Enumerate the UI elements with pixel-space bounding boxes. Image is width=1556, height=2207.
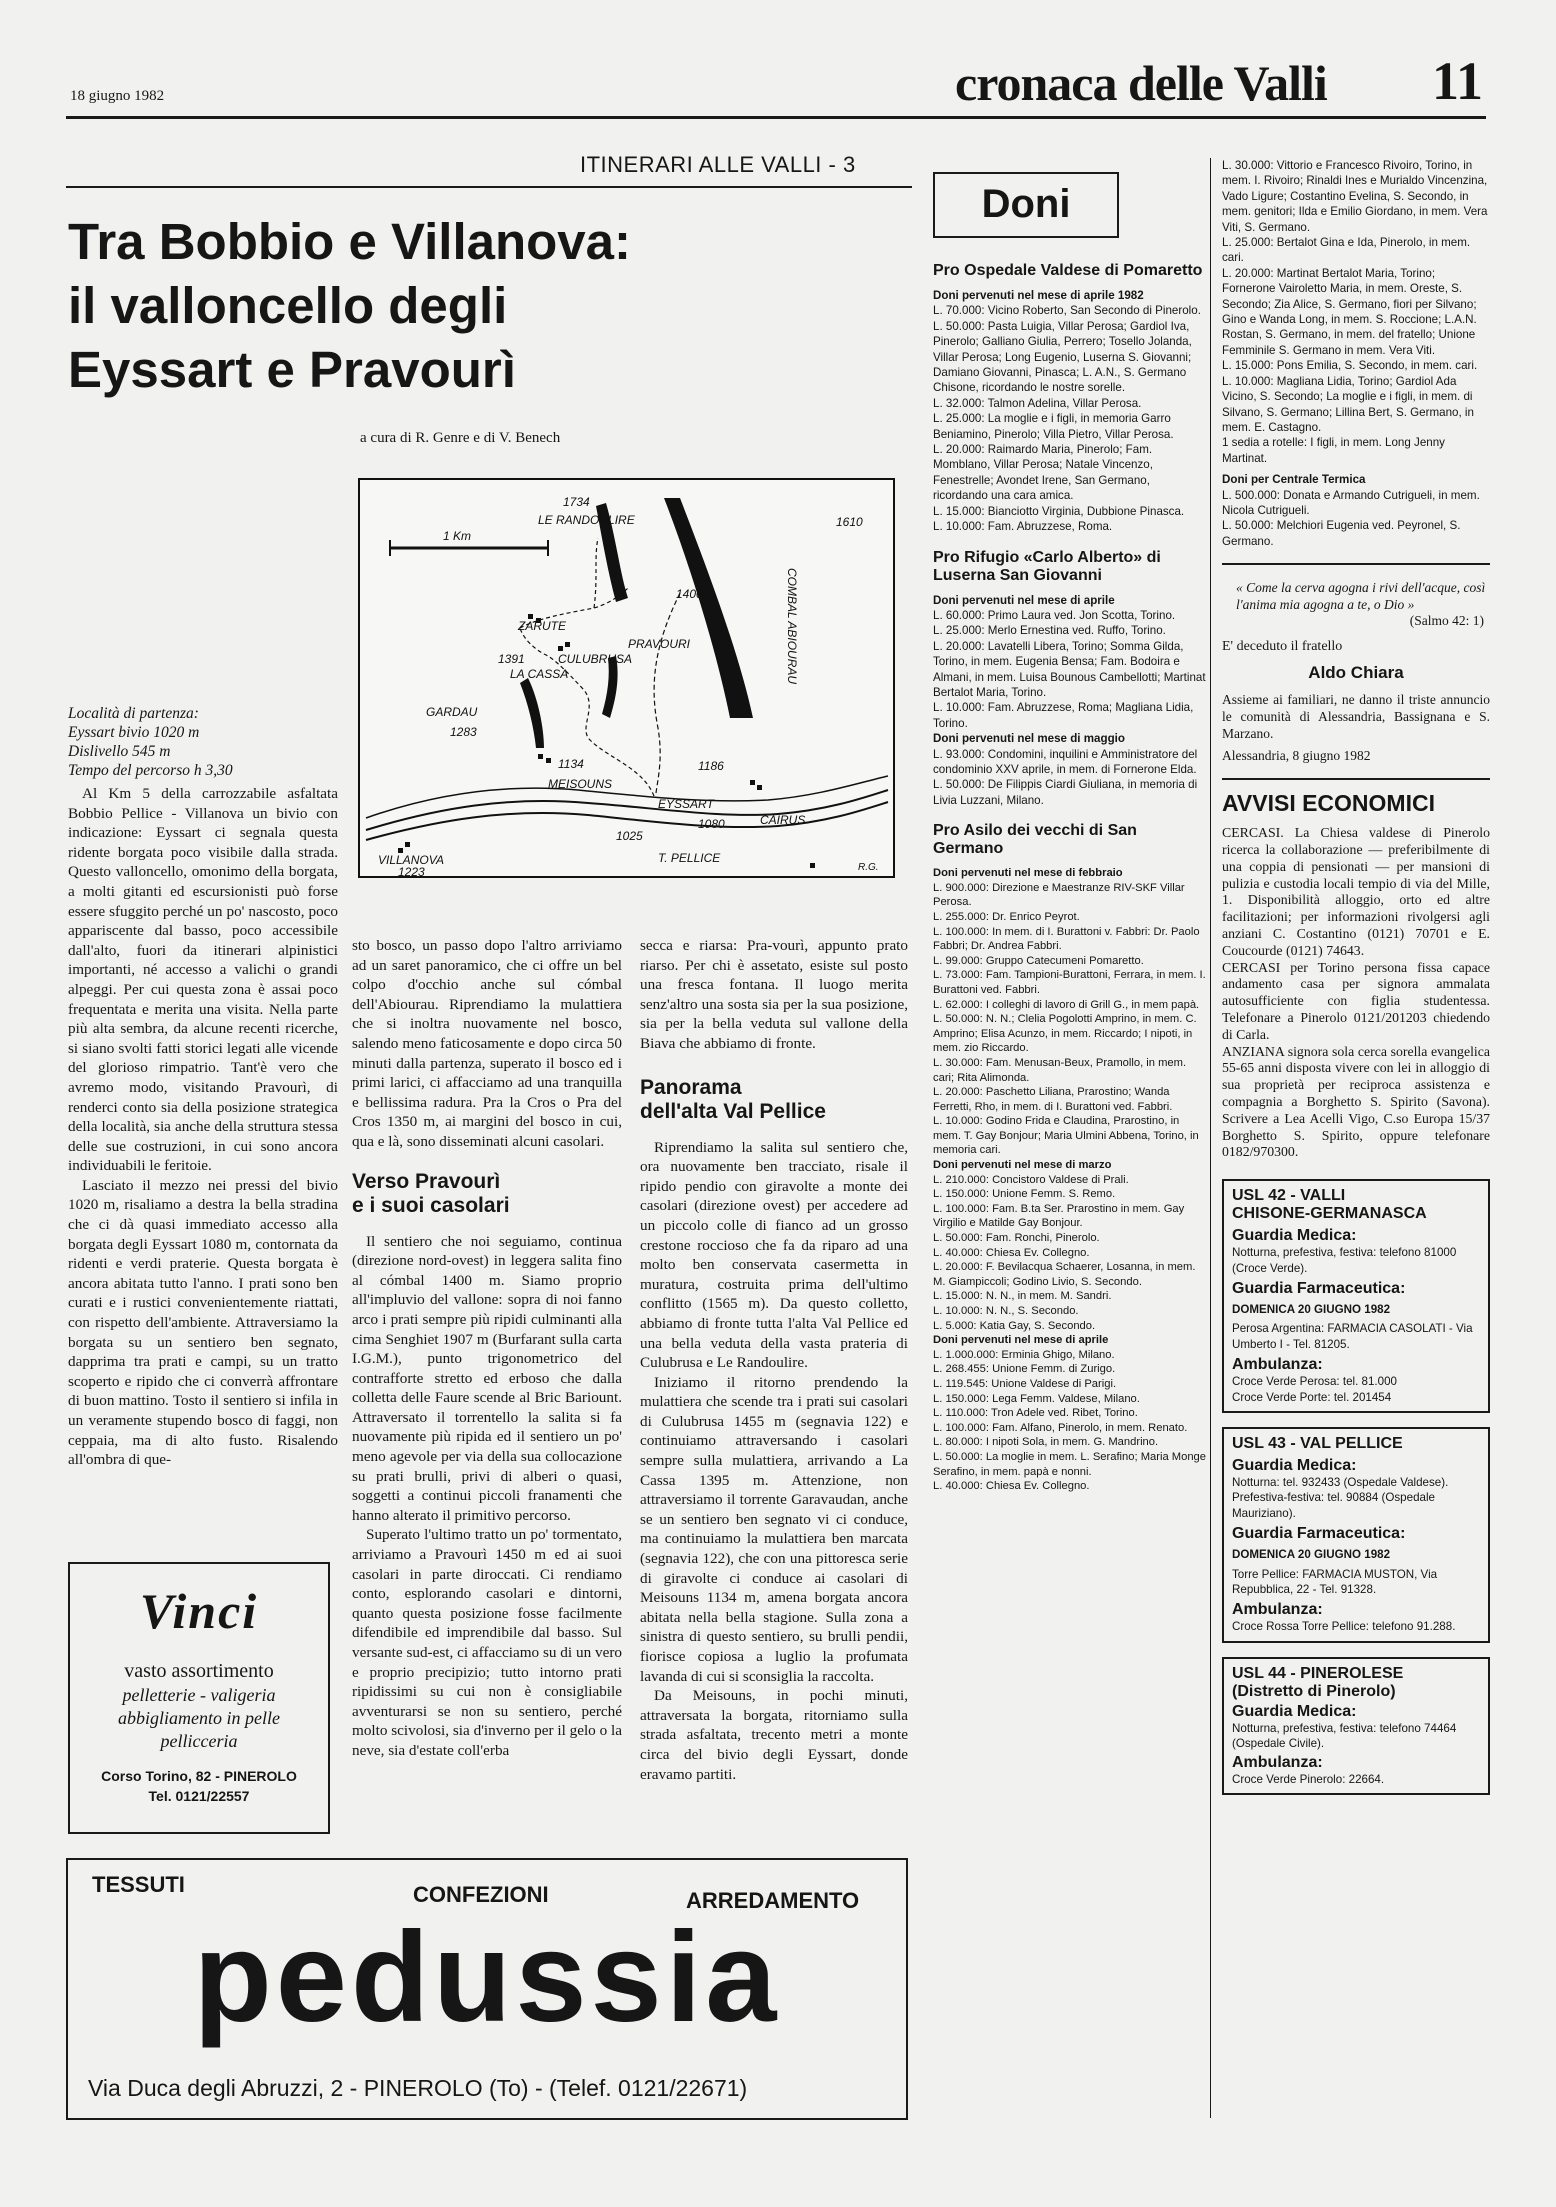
usl-title: (Distretto di Pinerolo): [1232, 1682, 1396, 1700]
doni-line: L. 25.000: La moglie e i figli, in memoria Garro Beniamino, Pinerolo; Villa Pietro, Villar Perosa.: [933, 412, 1174, 441]
map-label: PRAVOURI: [628, 637, 691, 651]
ad-vinci-line: pellicceria: [160, 1731, 238, 1751]
ad-vinci-line: abbigliamento in pelle: [118, 1708, 280, 1728]
doni-line: Doni pervenuti nel mese di maggio: [933, 732, 1125, 746]
usl-service: Guardia Farmaceutica:: [1232, 1279, 1406, 1297]
doni-line: L. 50.000: Pasta Luigia, Villar Perosa; Gardiol Iva, Pinerolo; Galliano Giulia, Perrero; Tosello Jolanda, Villar Perosa; Long Eugenio, Luserna S. Giovanni; Damiano Giovanni, Pinasca; L. A.N., S. Germano Chisone, ricordando le nostre sorelle.: [933, 319, 1192, 395]
doni-line: L. 50.000: De Filippis Ciardi Giuliana, in memoria di Livia Luzzani, Milano.: [933, 778, 1198, 807]
map-scale-label: 1 Km: [443, 529, 472, 543]
map-label: 1391: [498, 652, 525, 666]
map-label: GARDAU: [426, 705, 478, 719]
paragraph: Superato l'ultimo tratto un po' tormentato, arriviamo a Pravourì 1450 m ed ai suoi casolari in parte diroccati. Ci rendiamo conto, esplorando casolari e dintorni, quanto questa posizione fosse facilmente difendibile ed imprendibile dal basso. Sul versante sud-est, ci affacciamo su di un vero e proprio precipizio; tutto intorno prati ripidissimi su cui non è consigliabile avventurarsi se non su sentiero, perché molto scivolosi, sia d'inverno per il gelo o la neve, sia d'estate coll'erba: [352, 1526, 622, 1759]
doni-line: L. 30.000: Vittorio e Francesco Rivoiro, Torino, in mem. I. Rivoiro; Rinaldi Ines e Murialdo Vincenzina, Vado Ligure; Costantino Evelina, S. Secondo, in mem. genitori; Ilda e Emilio Giordano, in mem. Vera Viti, S. Germano.: [1222, 159, 1488, 234]
classified-ad: CERCASI per Torino persona fissa capace andamento casa per signora ammalata autosufficiente con figlia studentessa. Telefonare a Pinerolo 0121/201203 chiedendo di Carla.: [1222, 959, 1490, 1042]
section-label: ITINERARI ALLE VALLI - 3: [580, 152, 856, 177]
doni-line: L. 20.000: Martinat Bertalot Maria, Torino; Fornerone Vairoletto Maria, in mem. Oreste, S. Secondo; Zia Alice, S. Germano, fiori per Silvano; Gino e Wanda Long, in mem. S. Roccione; L.A.N. Rostan, S. Germano, in mem. del fratello; Unione Femminile S. Germano in mem. Vera Viti.: [1222, 266, 1477, 357]
doni-continued: [1222, 158, 1490, 549]
paragraph: Al Km 5 della carrozzabile asfaltata Bobbio Pellice - Villanova un bivio con indicazione: Eyssart ci segnala questa ridente borgata poco visibile dalla strada. Questo valloncello, omonimo della borgata, a molti gitanti ed escursionisti può forse essere sfuggito perché un po' nascosto, poco appariscente dal basso, poco accessibile dall'alto, fuori da itinerari alpinistici importanti, né accesso a valichi o grandi alpeggi. Per cui questa zona è assai poco frequentata e merita una visita. Nella parte più alta sembra, da alcune recenti ricerche, si siano svolti fatti storici legati alle vicende del glorioso rimpatrio. Tant'è vero che avremo modo, visitando Pravourì, di renderci conto sia della posizione strategica della località, sia anche della struttura stessa delle sue costruzioni, in cui sono ancora individuabili le feritoie.: [68, 785, 338, 1175]
classified-ad: CERCASI. La Chiesa valdese di Pinerolo ricerca la collaborazione — preferibilmente di una coppia di pensionati — per mansioni di pulizia e custodia locali tempio di via del Mille, 1. Disponibilità alloggio, orto ed altre facilitazioni; per informazioni rivolgersi agli anziani C. Costantino (0121) 70701 e E. Coucourde (0121) 74643.: [1222, 825, 1490, 958]
doni-line: Doni pervenuti nel mese di aprile: [933, 1334, 1109, 1347]
usl-detail: Croce Verde Porte: tel. 201454: [1232, 1390, 1392, 1404]
column-rule: [1210, 158, 1211, 2118]
paragraph: secca e riarsa: Pra-vourì, appunto prato riarso. Per chi è assetato, esiste sul posto una fresca fontana. Il luogo merita senz'altro una sosta sia per la sua posizione, sia per la bella veduta sul vallone della Biava che abbiamo di fronte.: [640, 937, 908, 1052]
paragraph: sto bosco, un passo dopo l'altro arriviamo ad un saret panoramico, che ci offre un bel colpo d'occhio anche sul cómbal dell'Abiourau. Riprendiamo la mulattiera che si inoltra nuovamente nel bosco, salendo meno faticosamente e dopo circa 50 minuti dalla partenza, superato il bosco ed i primi larici, ci affacciamo ad una tranquilla e bellissima radura. Pra la Cros o Pra del Cros 1350 m, ai margini del bosco in cui, qua e là, sono disseminati alcuni casolari.: [352, 937, 622, 1150]
map-label: 1734: [563, 495, 590, 509]
map-label: 1223: [398, 865, 425, 878]
map-label: 1283: [450, 725, 477, 739]
trip-info: [68, 704, 338, 780]
doni-column: [933, 262, 1207, 1494]
doni-heading: Pro Ospedale Valdese di Pomaretto: [933, 262, 1203, 279]
paragraph: Da Meisouns, in pochi minuti, attraversata la borgata, ritorniamo sulla strada asfaltata, trecento metri a monte circa del bivio degli Eyssart, donde eravamo partiti.: [640, 1687, 908, 1783]
map-label: LA CASSA: [510, 667, 569, 681]
classifieds-title: AVVISI ECONOMICI: [1222, 790, 1435, 817]
doni-line: L. 15.000: Bianciotto Virginia, Dubbione Pinasca.: [933, 504, 1185, 518]
doni-line: L. 268.455: Unione Femm. di Zurigo.: [933, 1363, 1116, 1376]
map-label: EYSSART: [658, 797, 714, 811]
classifieds: [1222, 778, 1490, 1161]
usl-service: Guardia Medica:: [1232, 1456, 1357, 1474]
psalm-ref: (Salmo 42: 1): [1409, 613, 1484, 629]
route-map: [358, 478, 895, 878]
doni-line: L. 40.000: Chiesa Ev. Collegno.: [933, 1480, 1090, 1493]
route-map-drawing: [358, 478, 895, 878]
doni-line: Doni pervenuti nel mese di marzo: [933, 1159, 1112, 1172]
doni-list: [933, 593, 1207, 809]
ad-vinci: [68, 1562, 330, 1834]
doni-line: L. 20.000: Raimardo Maria, Pinerolo; Fam. Momblano, Villar Perosa; Natale Vincenzo, Fenestrelle; Avondet Irene, San Germano, ricordando una cara amica.: [933, 443, 1153, 503]
doni-line: L. 99.000: Gruppo Catecumeni Pomaretto.: [933, 954, 1144, 967]
classifieds-list: [1222, 825, 1490, 1161]
doni-line: L. 60.000: Primo Laura ved. Jon Scotta, Torino.: [933, 608, 1176, 622]
ad-pedussia-brand: pedussia: [193, 1906, 781, 2049]
doni-line: L. 150.000: Unione Femm. S. Remo.: [933, 1188, 1116, 1201]
subheading-line: Panorama: [640, 1075, 742, 1099]
ad-pedussia-top: CONFEZIONI: [413, 1882, 549, 1907]
doni-line: L. 20.000: F. Bevilacqua Schaerer, Losanna, in mem. M. Giampiccoli; Godino Livio, S. Secondo.: [933, 1261, 1196, 1288]
doni-line: 1 sedia a rotelle: I figli, in mem. Long Jenny Martinat.: [1222, 436, 1445, 465]
usl-service: Ambulanza:: [1232, 1753, 1323, 1771]
usl-detail: Croce Rossa Torre Pellice: telefono 91.288.: [1232, 1620, 1456, 1634]
article-title-line: Tra Bobbio e Villanova:: [68, 213, 632, 270]
death-notice: [1222, 563, 1490, 764]
article-byline: a cura di R. Genre e di V. Benech: [360, 430, 561, 446]
usl-detail: DOMENICA 20 GIUGNO 1982: [1232, 1548, 1391, 1562]
doni-line: L. 10.000: Godino Frida e Claudina, Prarostino, in mem. T. Gay Bonjour; Maria Ulmini Abbena, Torino, in memoria cari.: [933, 1115, 1199, 1157]
doni-line: L. 210.000: Concistoro Valdese di Prali.: [933, 1173, 1129, 1186]
paragraph: Iniziamo il ritorno prendendo la mulattiera che scende tra i prati sui casolari di Culubrusa 1455 m (segnavia 122) e continuiamo attraversando i casolari sempre sulla mulattiera, arrivando a La Cassa 1395 m. Attenzione, non attraversiamo il torrente Garavaudan, anche se un sentiero ben segnato vi ci conduce, ma continuiamo la mulattiera ben marcata (segnavia 122), che con una pittoresca serie di giravolte ci conduce ai casolari di Meisouns 1134 m, amena borgata ancora abitata nella bella stagione. Sulla zona a sinistra di questo sentiero, su brulli pendii, fiorisce copiosa a luglio la profumata lavanda di cui si sconsiglia la raccolta.: [640, 1373, 908, 1685]
usl-detail: Notturna, prefestiva, festiva: telefono 81000 (Croce Verde).: [1232, 1246, 1457, 1275]
doni-line: L. 32.000: Talmon Adelina, Villar Perosa.: [933, 396, 1142, 410]
usl-detail: Croce Verde Perosa: tel. 81.000: [1232, 1375, 1397, 1389]
doni-line: Doni pervenuti nel mese di aprile: [933, 593, 1115, 607]
map-label: 1186: [698, 759, 724, 773]
doni-line: L. 15.000: N. N., in mem. M. Sandri.: [933, 1290, 1112, 1303]
trip-info-line: Dislivello 545 m: [68, 743, 171, 760]
map-label: MEISOUNS: [548, 777, 613, 791]
map-label: R.G.: [858, 862, 879, 873]
article-text: [640, 1138, 908, 1785]
doni-line: L. 50.000: La moglie in mem. L. Serafino; Maria Monge Serafino, in mem. papà e nonni.: [933, 1450, 1206, 1478]
doni-line: Doni per Centrale Termica: [1222, 473, 1366, 487]
doni-line: L. 10.000: Magliana Lidia, Torino; Gardiol Ada Vicino, S. Secondo; La moglie e i figli, in mem. di Silvano, S. Germano; Lillina Bert, S. Germano, in mem. E. Castagno.: [1222, 374, 1474, 434]
doni-line: L. 500.000: Donata e Armando Cutrigueli, in mem. Nicola Cutrigueli.: [1222, 488, 1480, 517]
doni-title-box: [933, 172, 1119, 238]
map-label: T. PELLICE: [658, 851, 721, 865]
article-column-2: [352, 936, 622, 1761]
doni-line: L. 10.000: N. N., S. Secondo.: [933, 1305, 1079, 1317]
doni-line: L. 119.545: Unione Valdese di Parigi.: [933, 1377, 1117, 1390]
doni-line: L. 62.000: I colleghi di lavoro di Grill G., in mem papà.: [933, 998, 1200, 1011]
doni-line: L. 1.000.000: Erminia Ghigo, Milano.: [933, 1348, 1115, 1361]
subheading-line: Verso Pravourì: [352, 1169, 501, 1193]
map-label: VILLANOVA: [378, 853, 445, 867]
doni-line: L. 110.000: Tron Adele ved. Ribet, Torino.: [933, 1407, 1138, 1420]
doni-line: L. 50.000: N. N.; Clelia Pogolotti Amprino, in mem. C. Amprino; Elisa Acunzo, in mem. Riccardo; I nipoti, in mem. zio Riccardo.: [933, 1013, 1197, 1055]
doni-line: L. 50.000: Melchiori Eugenia ved. Peyronel, S. Germano.: [1222, 519, 1461, 548]
ad-vinci-line: pelletterie - valigeria: [122, 1685, 276, 1705]
death-date: Alessandria, 8 giugno 1982: [1222, 748, 1371, 764]
doni-line: L. 15.000: Pons Emilia, S. Secondo, in mem. cari.: [1222, 359, 1478, 373]
page-number: 11: [1432, 51, 1484, 111]
usl-service: Ambulanza:: [1232, 1601, 1323, 1619]
map-label: ZARUTE: [518, 619, 566, 633]
map-label: CAIRUS: [760, 813, 806, 827]
issue-date: 18 giugno 1982: [70, 88, 165, 104]
section-rule: [66, 186, 912, 188]
death-name: Aldo Chiara: [1308, 663, 1404, 683]
map-label: 1080: [698, 817, 725, 831]
subheading-line: e i suoi casolari: [352, 1193, 510, 1217]
article-column-1: [68, 704, 338, 1470]
usl-box: [1222, 1179, 1490, 1413]
doni-line: L. 25.000: Bertalot Gina e Ida, Pinerolo, in mem. cari.: [1222, 236, 1471, 265]
doni-line: L. 20.000: Lavatelli Libera, Torino; Somma Gilda, Torino, in mem. Eugenia Bensa; Fam. Bodoira e Almani, in mem. Luisa Bounous Cambellotti; Martinat Bertalot Maria, Torino.: [933, 639, 1206, 699]
ad-pedussia-top: ARREDAMENTO: [686, 1888, 860, 1913]
doni-line: L. 80.000: I nipoti Sola, in mem. G. Mandrino.: [933, 1436, 1159, 1449]
trip-info-line: Tempo del percorso h 3,30: [68, 762, 233, 779]
article-text: [352, 936, 622, 1152]
usl-title: USL 44 - PINEROLESE: [1232, 1664, 1404, 1682]
paragraph: Il sentiero che noi seguiamo, continua (direzione nord-ovest) in leggera salita fino al cómbal 1400 m. Siamo proprio all'impluvio del vallone: sopra di noi fanno arco i prati sempre più ripidi culminanti alla cima Senghiet 1907 m (Burfarant sulla carta I.G.M.), punto trigonometrico del contrafforte stretto ed erboso che dalla colletta delle Faure scende al Bric Bariount. Attraversato il torrentello la salita si fa nuovamente più ripida ed il sentiero un po' meno agevole per via della sua collocazione su prati brulli, privi di alberi o quasi, soggetti a continui piccoli franamenti che hanno alterato il primitivo percorso.: [352, 1232, 622, 1524]
usl-service: Guardia Medica:: [1232, 1227, 1357, 1245]
death-text: Assieme ai familiari, ne danno il triste annuncio le comunità di Alessandria, Bassignana e S. Marzano.: [1222, 692, 1490, 742]
article-title-line: il valloncello degli: [68, 277, 508, 334]
doni-line: L. 100.000: Fam. Alfano, Pinerolo, in mem. Renato.: [933, 1421, 1188, 1434]
ad-vinci-line: vasto assortimento: [124, 1660, 274, 1682]
masthead-rule: [66, 116, 1486, 119]
doni-line: L. 30.000: Fam. Menusan-Beux, Pramollo, in mem. cari; Rita Alimonda.: [933, 1056, 1187, 1084]
map-label: 1025: [616, 829, 643, 843]
article-title: [68, 210, 768, 402]
usl-service: Ambulanza:: [1232, 1356, 1323, 1374]
ad-vinci-tel: Tel. 0121/22557: [148, 1788, 250, 1804]
doni-title: Doni: [981, 182, 1071, 226]
usl-box: [1222, 1427, 1490, 1643]
doni-list: [933, 866, 1207, 1494]
usl-detail: Notturna: tel. 932433 (Ospedale Valdese).: [1232, 1475, 1449, 1489]
usl-box: [1222, 1657, 1490, 1795]
ad-vinci-address: Corso Torino, 82 - PINEROLO: [101, 1768, 297, 1784]
doni-line: L. 900.000: Direzione e Maestranze RIV-SKF Villar Perosa.: [933, 881, 1185, 909]
ad-pedussia-top: TESSUTI: [92, 1872, 185, 1897]
doni-line: L. 93.000: Condomini, inquilini e Amministratore del condominio XXV aprile, in mem. di Fornerone Elda.: [933, 747, 1198, 776]
right-column: [1222, 158, 1490, 1795]
doni-line: Doni pervenuti nel mese di febbraio: [933, 867, 1123, 880]
usl-detail: DOMENICA 20 GIUGNO 1982: [1232, 1302, 1391, 1316]
usl-detail: Torre Pellice: FARMACIA MUSTON, Via Repubblica, 22 - Tel. 91328.: [1232, 1567, 1438, 1596]
usl-detail: Notturna, prefestiva, festiva: telefono 74464 (Ospedale Civile).: [1232, 1721, 1457, 1751]
doni-line: L. 50.000: Fam. Ronchi, Pinerolo.: [933, 1232, 1100, 1245]
doni-line: L. 255.000: Dr. Enrico Peyrot.: [933, 910, 1080, 923]
usl-title: CHISONE-GERMANASCA: [1232, 1205, 1427, 1223]
doni-line: L. 5.000: Katia Gay, S. Secondo.: [933, 1319, 1096, 1332]
classified-ad: ANZIANA signora sola cerca sorella evangelica 55-65 anni disposta vivere con lei in alloggio di sua proprietà per reciproca assistenza e compagnia a Borghetto S. Spirito (Savona). Scrivere a Lea Acelli Vigo, C.so Europa 15/37 Borghetto S. Spirito, oppure telefonare 0182/970300.: [1222, 1043, 1490, 1160]
doni-heading: Pro Rifugio «Carlo Alberto» di Luserna San Giovanni: [933, 548, 1161, 584]
doni-line: L. 150.000: Lega Femm. Valdese, Milano.: [933, 1392, 1140, 1405]
doni-line: Doni pervenuti nel mese di aprile 1982: [933, 289, 1144, 302]
usl-detail: Prefestiva-festiva: tel. 90884 (Ospedale Mauriziano).: [1232, 1491, 1435, 1520]
doni-line: L. 100.000: Fam. B.ta Ser. Prarostino in mem. Gay Virgilio e Matilde Gay Bonjour.: [933, 1202, 1185, 1230]
subheading-line: dell'alta Val Pellice: [640, 1099, 826, 1123]
usl-title: USL 43 - VAL PELLICE: [1232, 1434, 1403, 1452]
doni-line: L. 40.000: Chiesa Ev. Collegno.: [933, 1246, 1090, 1259]
doni-line: L. 100.000: In mem. di I. Burattoni v. Fabbri: Dr. Paolo Fabbri; Dr. Andrea Fabbri.: [933, 925, 1200, 953]
article-text: [640, 936, 908, 1054]
ad-vinci-name: Vinci: [139, 1583, 259, 1639]
article-column-3: [640, 936, 908, 1784]
map-label: 1610: [836, 515, 863, 529]
doni-line: L. 70.000: Vicino Roberto, San Secondo di Pinerolo.: [933, 304, 1201, 318]
usl-service: Guardia Medica:: [1232, 1702, 1357, 1720]
usl-detail: Perosa Argentina: FARMACIA CASOLATI - Via Umberto I - Tel. 81205.: [1232, 1322, 1473, 1351]
paragraph: Lasciato il mezzo nei pressi del bivio 1020 m, risaliamo a destra la bella stradina che ci dà quasi immediato accesso alla borgata degli Eyssart 1080 m, contornata da ridenti e verdi praterie. Questa borgata è ancora abitata tutto l'anno. I prati sono ben curati e i rustici convenientemente riattati, con rispetto dell'ambiente. Attraversiamo la borgata su un sentiero ben segnato, dapprima tra prati e campi, su un tratto scoperto e ripido che ci converrà affrontare di buon mattino. Tosto il sentiero si infila in un veramente stupendo bosco di faggi, non ceppaia, ma di alto fusto. Risalendo all'ombra di que-: [68, 1176, 338, 1469]
map-label: COMBAL ABIOURAU: [785, 568, 799, 685]
map-label: LE RANDOULIRE: [538, 513, 635, 527]
doni-list: [933, 288, 1207, 535]
doni-line: L. 73.000: Fam. Tampioni-Burattoni, Ferrara, in mem. I. Burattoni ved. Fabbri.: [933, 969, 1206, 996]
ad-pedussia-address: Via Duca degli Abruzzi, 2 - PINEROLO (To) - (Telef. 0121/22671): [88, 2075, 748, 2101]
article-text: [352, 1232, 622, 1761]
trip-info-line: Eyssart bivio 1020 m: [68, 724, 200, 741]
ad-pedussia: [66, 1858, 908, 2120]
doni-line: L. 20.000: Paschetto Liliana, Prarostino; Wanda Ferretti, Rho, in mem. di I. Burattoni ved. Fabbri.: [933, 1086, 1173, 1113]
subheading: [352, 1170, 622, 1218]
map-label: 1134: [558, 757, 584, 771]
article-text: [68, 784, 338, 1470]
article-title-line: Eyssart e Pravourì: [68, 341, 516, 398]
map-label: CULUBRUSA: [558, 652, 633, 666]
paragraph: Riprendiamo la salita sul sentiero che, ora nuovamente ben tracciato, risale il ripido pendio con giravolte a monte dei casolari (direzione ovest) per accedere ad un piccolo colle di fianco ad un grosso crestone roccioso che fa da riparo ad una molto ben conservata casermetta in muratura, costruita prima dell'ultimo conflitto (1565 m). Da questo colletto, abbiamo di fronte tutta l'alta Val Pellice ed una bella veduta della vasta prateria di Culubrusa e Le Randoulire.: [640, 1138, 908, 1372]
doni-line: L. 25.000: Merlo Ernestina ved. Ruffo, Torino.: [933, 624, 1166, 638]
masthead-title: cronaca delle Valli: [955, 55, 1327, 111]
usl-title: USL 42 - VALLI: [1232, 1187, 1346, 1205]
usl-detail: Croce Verde Pinerolo: 22664.: [1232, 1772, 1385, 1786]
doni-line: L. 10.000: Fam. Abruzzese, Roma.: [933, 520, 1113, 534]
map-label: 1400: [676, 587, 703, 601]
usl-service: Guardia Farmaceutica:: [1232, 1525, 1406, 1543]
psalm-quote: « Come la cerva agogna i rivi dell'acque, così l'anima mia agogna a te, o Dio »: [1236, 580, 1486, 613]
doni-line: L. 10.000: Fam. Abruzzese, Roma; Magliana Lidia, Torino.: [933, 701, 1194, 730]
subheading: [640, 1076, 908, 1124]
trip-info-line: Località di partenza:: [68, 705, 199, 722]
death-intro: E' deceduto il fratello: [1222, 639, 1343, 655]
doni-heading: Pro Asilo dei vecchi di San Germano: [933, 822, 1137, 858]
